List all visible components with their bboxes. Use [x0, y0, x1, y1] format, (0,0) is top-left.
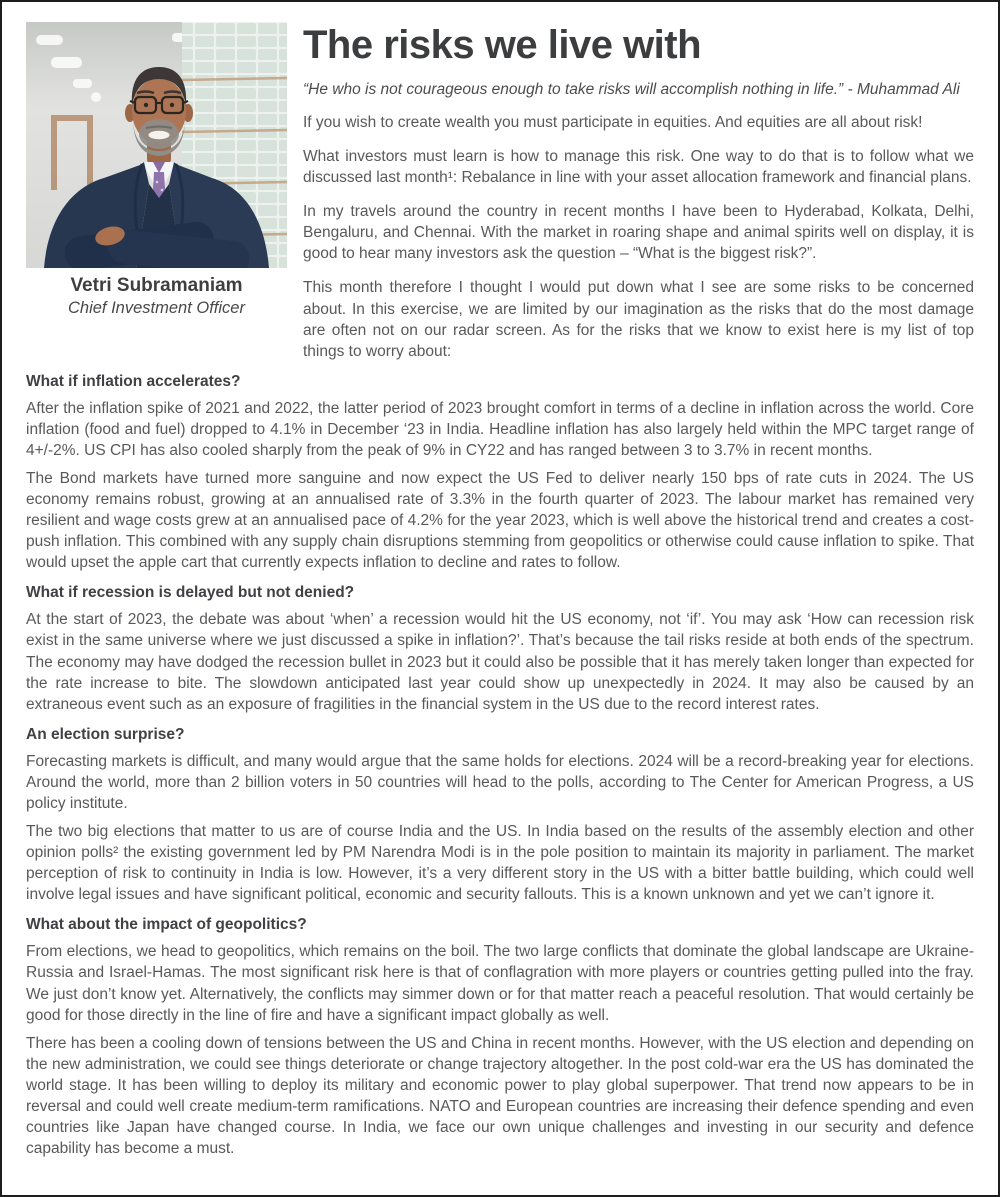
section-heading: An election surprise?: [26, 725, 185, 743]
intro-paragraph: This month therefore I thought I would put down what I see are some risks to be concerned about. In this exercise, we are limited by our imagination as the risks that do the most damage are often not on our radar screen. As for the risks that we know to exist here is my list of top things to worry about:: [303, 279, 974, 360]
intro-paragraph: In my travels around the country in recent months I have been to Hyderabad, Kolkata, Delhi, Bengaluru, and Chennai. With the market in roaring shape and animal spirits well on display, it is good to hear many investors ask the question – “What is the biggest risk?”.: [303, 203, 974, 263]
page-title: The risks we live with: [303, 23, 702, 67]
epigraph-quote: “He who is not courageous enough to take risks will accomplish nothing in life.” - Muhammad Ali: [303, 81, 960, 98]
section-paragraph: After the inflation spike of 2021 and 2022, the latter period of 2023 brought comfort in terms of a decline in inflation across the world. Core inflation (food and fuel) dropped to 4.1% in December ‘23 in India. Headline inflation has also largely held within the MPC target range of 4+/-2%. US CPI has also cooled sharply from the peak of 9% in CY22 and has ranged between 3 to 3.7% in recent months.: [26, 399, 974, 459]
intro-paragraph: If you wish to create wealth you must participate in equities. And equities are all about risk!: [303, 114, 923, 131]
section-paragraph: There has been a cooling down of tensions between the US and China in recent months. However, with the US election and depending on the new administration, we could see things deteriorate or change trajectory altogether. In the post cold-war era the US has dominated the world stage. It has been willing to deploy its military and economic power to play global superpower. That trend now appears to be in reversal and could well create medium-term ramifications. NATO and European countries are increasing their defence spending and even countries like Japan have changed course. In India, we face our own unique challenges and investing in our security and defence capability has become a must.: [26, 1034, 974, 1158]
header-row: [26, 22, 974, 362]
section-paragraph: From elections, we head to geopolitics, which remains on the boil. The two large conflicts that dominate the global landscape are Ukraine-Russia and Israel-Hamas. The most significant risk here is that of conflagration with more players or countries getting pulled into the fray. We just don’t know yet. Alternatively, the conflicts may simmer down or for that matter reach a peaceful resolution. That would certainly be good for those directly in the line of fire and have a significant impact globally as well.: [26, 943, 974, 1024]
author-name: Vetri Subramaniam: [70, 275, 243, 296]
portrait-illustration: [26, 22, 287, 268]
section-heading: What if inflation accelerates?: [26, 372, 241, 390]
section-heading: What about the impact of geopolitics?: [26, 916, 307, 934]
author-column: [26, 22, 287, 318]
section-paragraph: The two big elections that matter to us are of course India and the US. In India based on the results of the assembly election and other opinion polls² the existing government led by PM Narendra Modi is in the pole position to maintain its majority in parliament. The market perception of risk to continuity in India is low. However, it’s a very different story in the US with a bitter battle building, which could well involve legal issues and have significant political, economic and security fallouts. This is a known unknown and yet we can’t ignore it.: [26, 823, 974, 904]
intro-paragraph: What investors must learn is how to manage this risk. One way to do that is to follow what we discussed last month¹: Rebalance in line with your asset allocation framework and financial plans.: [303, 148, 974, 187]
section-paragraph: Forecasting markets is difficult, and many would argue that the same holds for elections. 2024 will be a record-breaking year for elections. Around the world, more than 2 billion voters in 50 countries will head to the polls, according to The Center for American Progress, a US policy institute.: [26, 752, 974, 812]
author-role: Chief Investment Officer: [68, 299, 245, 317]
section-paragraph: The Bond markets have turned more sanguine and now expect the US Fed to deliver nearly 150 bps of rate cuts in 2024. The US economy remains robust, growing at an annualised rate of 3.3% in the fourth quarter of 2023. The labour market has remained very resilient and wage costs grew at an annualised pace of 4.2% for the year 2023, which is well above the historical trend and creates a cost-push inflation. This combined with any supply chain disruptions stemming from geopolitics or otherwise could cause inflation to spike. That would upset the apple cart that currently expects inflation to decline and rates to follow.: [26, 470, 974, 572]
sections: [26, 373, 974, 1159]
section-heading: What if recession is delayed but not denied?: [26, 584, 355, 602]
intro-column: [303, 22, 974, 362]
author-photo: [26, 22, 287, 268]
section-paragraph: At the start of 2023, the debate was about ‘when’ a recession would hit the US economy, not ‘if’. You may ask ‘How can recession risk exist in the same universe where we just discussed a spike in inflation?’. That’s because the tail risks reside at both ends of the spectrum. The economy may have dodged the recession bullet in 2023 but it could also be possible that it has merely taken longer than expected for the rate increase to bite. The slowdown anticipated last year could show up unexpectedly in 2024. It may also be caused by an extraneous event such as an exposure of fragilities in the financial system in the US due to the record interest rates.: [26, 611, 974, 713]
